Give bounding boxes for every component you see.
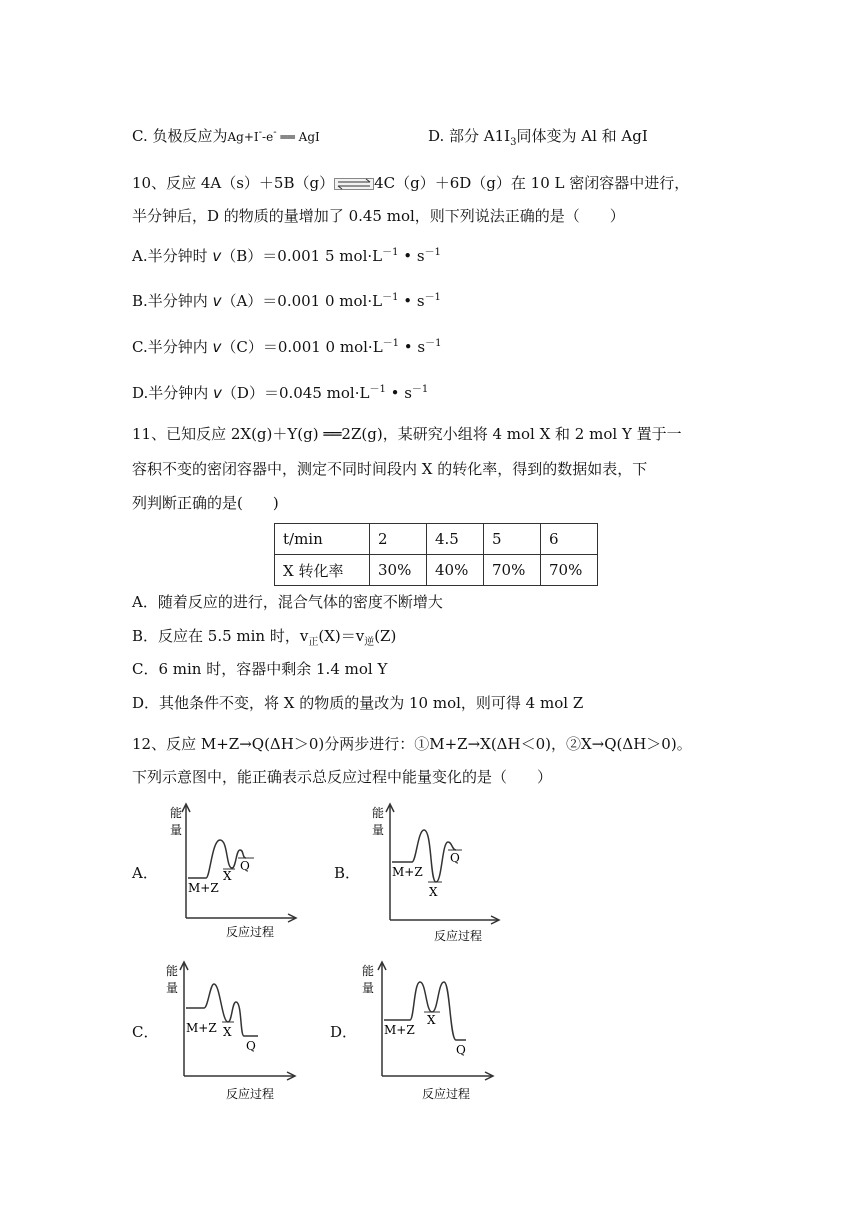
table-cell: 6	[541, 524, 598, 555]
diagram-b-mid: X	[429, 885, 438, 899]
q10-option-a-dot: • s	[398, 247, 425, 265]
diagram-c-ylabel2: 量	[166, 981, 179, 995]
q11-option-b-a: B．反应在 5.5 min 时，v	[132, 627, 309, 645]
q10-option-a-exp1: －1	[382, 247, 399, 258]
q10-option-c-exp1: －1	[382, 338, 400, 349]
q10-option-a-rest: （B）＝0.001 5 mol·L	[221, 247, 383, 265]
diagram-a-ylabel1: 能	[170, 806, 183, 820]
q10-line1-a: 10、反应 4A（s）＋5B（g）	[132, 174, 335, 192]
q10-option-d	[132, 382, 428, 404]
diagram-a-xlabel: 反应过程	[226, 925, 275, 939]
table-cell: t/min	[275, 524, 370, 555]
table-cell: 5	[484, 524, 541, 555]
q9-option-c-eq: ══	[276, 130, 299, 144]
table-cell: 2	[370, 524, 427, 555]
q10-option-a-prefix: A.半分钟时	[132, 247, 213, 265]
q10-option-c-rest: （C）＝0.001 0 mol·L	[221, 338, 383, 356]
diagram-d-ylabel1: 能	[362, 964, 375, 978]
table-cell: 40%	[427, 555, 484, 586]
table-row	[275, 555, 598, 586]
table-cell: 4.5	[427, 524, 484, 555]
q10-option-a-exp2: －1	[424, 247, 441, 258]
q10-option-c-exp2: －1	[425, 338, 442, 349]
table-row	[275, 524, 598, 555]
q11-line3: 列判断正确的是( )	[132, 494, 279, 512]
q9-option-d-rest: 同体变为 Al 和 AgI	[516, 127, 648, 145]
conversion-table	[274, 523, 598, 586]
q9-option-c-prefix: C. 负极反应为	[132, 127, 228, 145]
diagram-d-mid: X	[427, 1013, 436, 1027]
table-cell: X 转化率	[275, 555, 370, 586]
diagram-d-xlabel: 反应过程	[422, 1087, 471, 1101]
diagram-c-start: M+Z	[186, 1021, 217, 1035]
diagram-a-start: M+Z	[188, 881, 219, 895]
diagram-b-ylabel2: 量	[372, 823, 385, 837]
q10-line2: 半分钟后，D 的物质的量增加了 0.45 mol，则下列说法正确的是（ ）	[132, 207, 625, 225]
q12-line1: 12、反应 M+Z→Q(ΔH＞0)分两步进行：①M+Z→X(ΔH＜0)，②X→Q(ΔH＞0)。	[132, 735, 692, 753]
diagram-d-letter: D．	[330, 1023, 358, 1041]
q10-option-d-prefix: D.半分钟内	[132, 384, 214, 402]
q10-option-c-v: v	[212, 338, 222, 356]
q11-option-b-sub1: 正	[308, 637, 319, 648]
diagram-c-mid: X	[223, 1025, 232, 1039]
q11-option-b-b: (X)＝v	[318, 627, 365, 645]
q10-option-b-exp2: －1	[424, 292, 441, 303]
q11-line1: 11、已知反应 2X(g)＋Y(g) ══2Z(g)，某研究小组将 4 mol X 和 2 mol Y 置于一	[132, 425, 682, 443]
q10-option-a-v: v	[212, 247, 222, 265]
energy-diagram-b	[362, 800, 502, 945]
diagram-b-start: M+Z	[392, 865, 423, 879]
q10-option-b	[132, 290, 441, 312]
diagram-c-end: Q	[246, 1039, 256, 1053]
q9-option-c-mid: -e	[262, 130, 274, 144]
q9-option-c-product: AgI	[298, 130, 320, 144]
diagram-a-mid: X	[223, 869, 232, 883]
diagram-a-ylabel2: 量	[170, 823, 183, 837]
q12-line2: 下列示意图中，能正确表示总反应过程中能量变化的是（ ）	[132, 768, 553, 786]
q10-option-c	[132, 336, 442, 358]
q11-option-b-sub2: 逆	[364, 637, 375, 648]
diagram-b-ylabel1: 能	[372, 806, 385, 820]
q11-option-b-c: (Z)	[374, 627, 397, 645]
table-cell: 70%	[541, 555, 598, 586]
diagram-b-end: Q	[450, 851, 460, 865]
diagram-c-xlabel: 反应过程	[226, 1087, 275, 1101]
q10-option-b-exp1: －1	[382, 292, 399, 303]
diagram-c-ylabel1: 能	[166, 964, 179, 978]
q10-option-b-rest: （A）＝0.001 0 mol·L	[221, 292, 383, 310]
q10-option-d-exp2: －1	[411, 384, 429, 395]
q9-option-d-text: D. 部分 A1I	[428, 127, 511, 145]
q9-option-c-sup2: -	[273, 127, 277, 138]
diagram-b-xlabel: 反应过程	[434, 929, 483, 943]
table-cell: 70%	[484, 555, 541, 586]
q11-option-d: D．其他条件不变，将 X 的物质的量改为 10 mol，则可得 4 mol Z	[132, 694, 584, 712]
q10-option-d-rest: （D）＝0.045 mol·L	[221, 384, 370, 402]
diagram-b-letter: B．	[334, 864, 361, 882]
q10-option-b-prefix: B.半分钟内	[132, 292, 213, 310]
energy-diagram-d	[356, 958, 496, 1103]
q11-line2: 容积不变的密闭容器中，测定不同时间段内 X 的转化率，得到的数据如表，下	[132, 460, 648, 478]
q10-option-d-exp1: －1	[369, 384, 386, 395]
q10-option-a	[132, 245, 441, 267]
diagram-d-start: M+Z	[384, 1023, 415, 1037]
q10-option-b-v: v	[212, 292, 222, 310]
energy-diagram-a	[160, 800, 300, 940]
q9-option-d-sub: 3	[510, 137, 517, 148]
q9-option-d	[428, 125, 648, 147]
q10-option-d-dot: • s	[385, 384, 412, 402]
q11-option-a: A．随着反应的进行，混合气体的密度不断增大	[132, 593, 443, 611]
q11-option-b	[132, 625, 396, 647]
equilibrium-arrow-icon	[334, 178, 374, 190]
q10-option-b-dot: • s	[398, 292, 425, 310]
q9-option-c-formula: Ag+I	[227, 130, 259, 144]
q10-option-d-v: v	[213, 384, 222, 402]
diagram-c-letter: C．	[132, 1023, 159, 1041]
q11-option-c: C．6 min 时，容器中剩余 1.4 mol Y	[132, 660, 388, 678]
q10-option-c-prefix: C.半分钟内	[132, 338, 213, 356]
diagram-a-end: Q	[240, 859, 250, 873]
diagram-d-end: Q	[456, 1043, 466, 1057]
table-cell: 30%	[370, 555, 427, 586]
q10-option-c-dot: • s	[399, 338, 426, 356]
q9-option-c-sup1: -	[258, 127, 263, 138]
q10-line1	[132, 172, 689, 194]
energy-diagram-c	[160, 958, 300, 1103]
diagram-a-letter: A．	[132, 864, 158, 882]
q10-line1-b: 4C（g）＋6D（g）在 10 L 密闭容器中进行，	[374, 174, 690, 192]
q9-option-c	[132, 125, 320, 148]
diagram-d-ylabel2: 量	[362, 981, 375, 995]
